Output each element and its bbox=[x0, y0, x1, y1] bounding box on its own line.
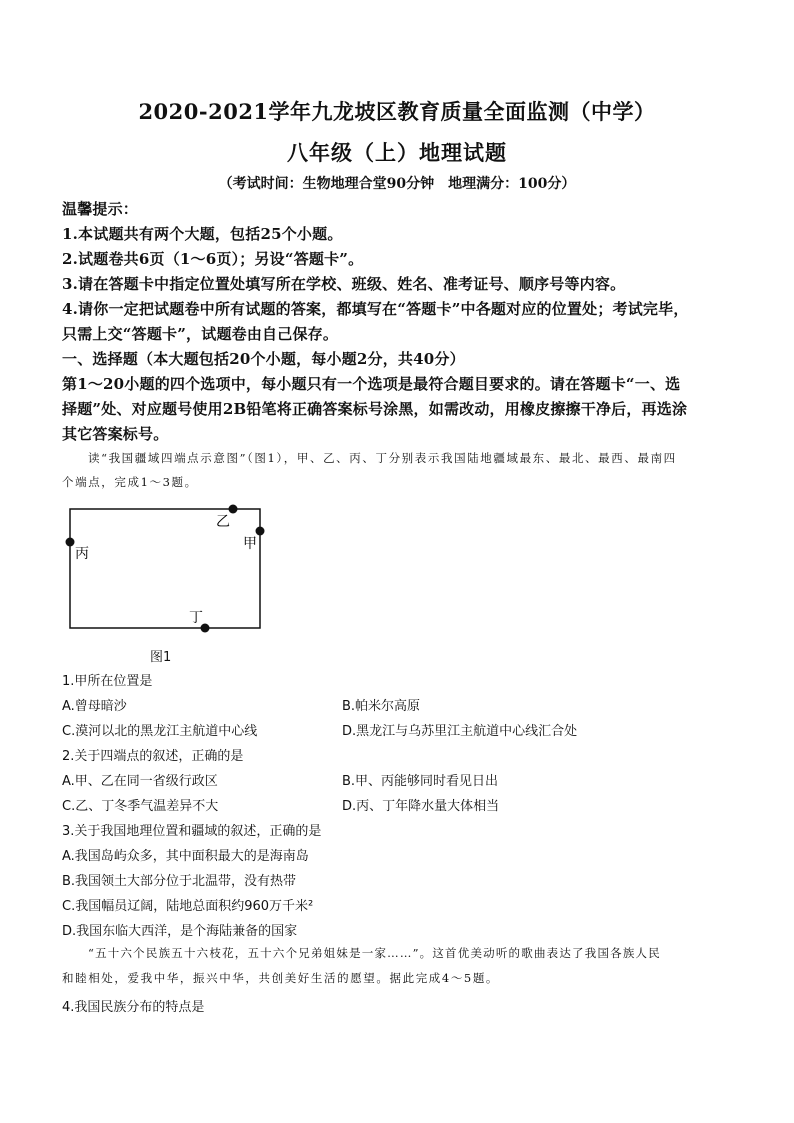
figure-caption: 图1 bbox=[150, 650, 172, 665]
option-b: B.帕米尔高原 bbox=[342, 699, 421, 714]
north-point-label: 乙 bbox=[216, 514, 230, 530]
option-c: C.漠河以北的黑龙江主航道中心线 bbox=[62, 724, 258, 739]
tip-item: 2.试题卷共6页（1～6页）；另设“答题卡”。 bbox=[62, 250, 364, 268]
section-instructions: 择题”处、对应题号使用2B铅笔将正确答案标号涂黑，如需改动，用橡皮擦擦干净后，再选涂 bbox=[62, 400, 688, 418]
east-point-label: 甲 bbox=[243, 536, 257, 552]
option-d: D.丙、丁年降水量大体相当 bbox=[342, 799, 500, 814]
question-stem: 4.我国民族分布的特点是 bbox=[62, 1000, 205, 1015]
option-a: A.甲、乙在同一省级行政区 bbox=[62, 774, 218, 789]
option-b: B.我国领土大部分位于北温带，没有热带 bbox=[62, 874, 297, 889]
tip-item: 3.请在答题卡中指定位置处填写所在学校、班级、姓名、准考证号、顺序号等内容。 bbox=[62, 275, 626, 293]
tip-item: 1.本试题共有两个大题，包括25个小题。 bbox=[62, 225, 343, 243]
option-c: C.我国幅员辽阔，陆地总面积约960万千米² bbox=[62, 899, 314, 914]
north-point-dot bbox=[229, 505, 238, 514]
west-point-dot bbox=[66, 538, 75, 547]
option-c: C.乙、丁冬季气温差异不大 bbox=[62, 799, 219, 814]
reading-passage: 读“我国疆域四端点示意图”（图1），甲、乙、丙、丁分别表示我国陆地疆域最东、最北、最西、最南四 bbox=[88, 451, 677, 465]
option-a: A.我国岛屿众多，其中面积最大的是海南岛 bbox=[62, 849, 309, 864]
east-point-dot bbox=[256, 527, 265, 536]
question-stem: 3.关于我国地理位置和疆域的叙述，正确的是 bbox=[62, 824, 322, 839]
tip-item: 只需上交“答题卡”，试题卷由自己保存。 bbox=[62, 325, 339, 343]
option-a: A.曾母暗沙 bbox=[62, 699, 127, 714]
section-heading: 一、选择题（本大题包括20个小题，每小题2分，共40分） bbox=[62, 350, 465, 368]
china-extreme-points-figure bbox=[58, 498, 288, 668]
south-point-label: 丁 bbox=[189, 610, 203, 626]
tips-heading: 温馨提示： bbox=[62, 200, 139, 218]
section-instructions: 第1～20小题的四个选项中，每小题只有一个选项是最符合题目要求的。请在答题卡“一、选 bbox=[62, 375, 681, 393]
reading-passage: 个端点，完成1～3题。 bbox=[62, 475, 198, 489]
question-stem: 1.甲所在位置是 bbox=[62, 674, 153, 689]
territory-frame bbox=[70, 509, 260, 628]
section-instructions: 其它答案标号。 bbox=[62, 425, 169, 443]
question-stem: 2.关于四端点的叙述，正确的是 bbox=[62, 749, 244, 764]
option-b: B.甲、丙能够同时看见日出 bbox=[342, 774, 499, 789]
reading-passage: “五十六个民族五十六枝花，五十六个兄弟姐妹是一家……”。这首优美动听的歌曲表达了我国各族人民 bbox=[88, 946, 661, 960]
exam-subtitle: 八年级（上）地理试题 bbox=[287, 140, 507, 165]
reading-passage: 和睦相处，爱我中华，振兴中华，共创美好生活的愿望。据此完成4～5题。 bbox=[62, 971, 500, 985]
exam-title: 2020-2021学年九龙坡区教育质量全面监测（中学） bbox=[138, 99, 656, 124]
exam-info: （考试时间：生物地理合堂90分钟 地理满分：100分） bbox=[218, 176, 576, 192]
tip-item: 4.请你一定把试题卷中所有试题的答案，都填写在“答题卡”中各题对应的位置处；考试完毕， bbox=[62, 300, 689, 318]
west-point-label: 丙 bbox=[75, 546, 89, 562]
option-d: D.我国东临大西洋，是个海陆兼备的国家 bbox=[62, 924, 298, 939]
option-d: D.黑龙江与乌苏里江主航道中心线汇合处 bbox=[342, 724, 578, 739]
